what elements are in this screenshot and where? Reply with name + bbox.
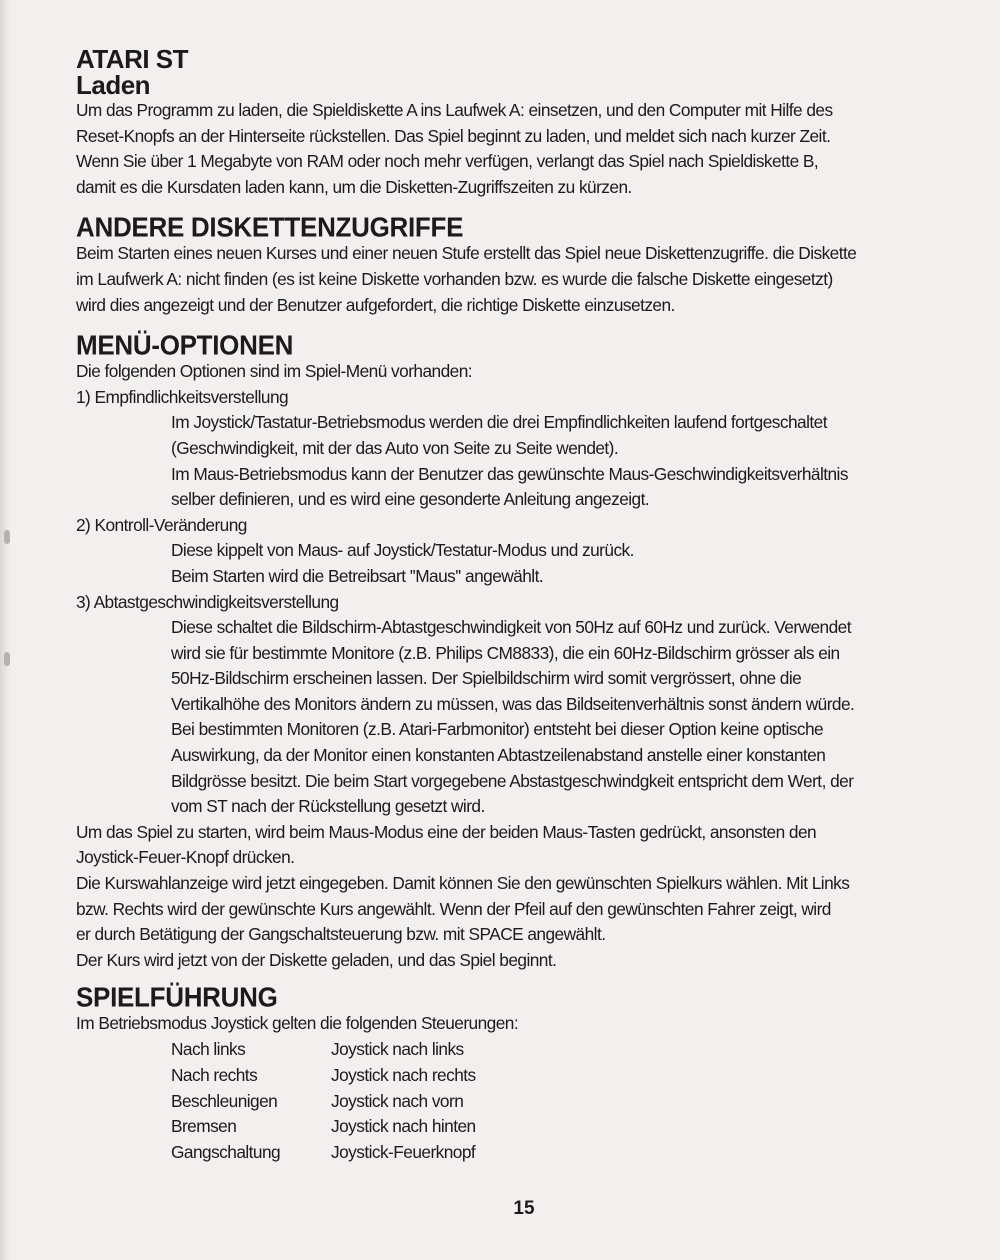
text-line: Diese kippelt von Maus- auf Joystick/Testatur-Modus und zurück. xyxy=(171,540,634,561)
page-edge-mark xyxy=(4,530,10,544)
control-action: Gangschaltung xyxy=(171,1142,281,1163)
text-line: im Laufwerk A: nicht finden (es ist keine Diskette vorhanden bzw. es wurde die falsche Diskette eingesetzt) xyxy=(76,268,833,289)
text-line: Reset-Knopfs an der Hinterseite rückstellen. Das Spiel beginnt zu laden, und meldet sich nach kurzer Zeit. xyxy=(76,125,831,146)
text-line: wird sie für bestimmte Monitore (z.B. Philips CM8833), die ein 60Hz-Bildschirm grösser als ein xyxy=(171,642,840,663)
text-line: Um das Spiel zu starten, wird beim Maus-Modus eine der beiden Maus-Tasten gedrückt, ansonsten den xyxy=(76,821,817,842)
text-line: Auswirkung, da der Monitor einen konstanten Abtastzeilenabstand anstelle einer konstanten xyxy=(171,745,826,766)
text-line: Wenn Sie über 1 Megabyte von RAM oder noch mehr verfügen, verlangt das Spiel nach Spieldiskette B, xyxy=(76,151,819,172)
text-line: (Geschwindigkeit, mit der das Auto von Seite zu Seite wendet). xyxy=(171,437,619,458)
text-line: damit es die Kursdaten laden kann, um die Disketten-Zugriffszeiten zu kürzen. xyxy=(76,176,632,197)
control-input: Joystick nach rechts xyxy=(331,1064,476,1085)
text-line: Diese schaltet die Bildschirm-Abtastgeschwindigkeit von 50Hz auf 60Hz und zurück. Verwendet xyxy=(171,617,851,638)
option-1-body xyxy=(171,410,972,512)
table-row xyxy=(171,1114,476,1140)
text-line: Beim Starten wird die Betreibsart ''Maus'' angewählt. xyxy=(171,565,544,586)
disk-access-heading: ANDERE DISKETTENZUGRIFFE xyxy=(76,211,464,244)
text-line: Bei bestimmten Monitoren (z.B. Atari-Farbmonitor) entsteht bei dieser Option keine optische xyxy=(171,719,824,740)
text-line: Der Kurs wird jetzt von der Diskette geladen, und das Spiel beginnt. xyxy=(76,949,557,970)
table-row xyxy=(171,1063,476,1089)
table-row xyxy=(171,1140,476,1166)
text-line: Vertikalhöhe des Monitors ändern zu müssen, was das Bildseitenverhältnis sonst ändern würde. xyxy=(171,693,855,714)
loading-heading: Laden xyxy=(76,70,151,100)
option-2-title: 2) Kontroll-Veränderung xyxy=(76,514,247,535)
gameplay-intro: Im Betriebsmodus Joystick gelten die folgenden Steuerungen: xyxy=(76,1013,519,1034)
control-input: Joystick nach vorn xyxy=(331,1090,464,1111)
text-line: Im Maus-Betriebsmodus kann der Benutzer das gewünschte Maus-Geschwindigkeitsverhältnis xyxy=(171,463,848,484)
table-row xyxy=(171,1089,476,1115)
text-line: Beim Starten eines neuen Kurses und einer neuen Stufe erstellt das Spiel neue Diskettenzugriffe. die Diskette xyxy=(76,243,857,264)
text-line: Bildgrösse besitzt. Die beim Start vorgegebene Abstastgeschwindgkeit entspricht dem Wert, der xyxy=(171,770,854,791)
table-row xyxy=(171,1037,476,1063)
option-1-title: 1) Empfindlichkeitsverstellung xyxy=(76,386,289,407)
text-line: er durch Betätigung der Gangschaltsteuerung bzw. mit SPACE angewählt. xyxy=(76,924,606,945)
control-action: Nach links xyxy=(171,1039,246,1059)
option-3-title: 3) Abtastgeschwindigkeitsverstellung xyxy=(76,591,339,612)
option-2-body xyxy=(171,538,972,589)
text-line: Im Joystick/Tastatur-Betriebsmodus werden die drei Empfindlichkeiten laufend fortgeschaltet xyxy=(171,412,827,433)
control-action: Nach rechts xyxy=(171,1064,258,1085)
text-line: Um das Programm zu laden, die Spieldiskette A ins Laufwek A: einsetzen, und den Computer mit Hilfe des xyxy=(76,100,833,120)
menu-options-heading: MENÜ-OPTIONEN xyxy=(76,329,294,361)
menu-intro: Die folgenden Optionen sind im Spiel-Menü vorhanden: xyxy=(76,361,473,382)
disk-access-paragraph xyxy=(76,241,972,318)
control-input: Joystick nach hinten xyxy=(331,1116,476,1137)
start-instructions xyxy=(76,820,972,974)
control-action: Bremsen xyxy=(171,1116,237,1137)
option-3-body xyxy=(171,615,972,820)
text-line: selber definieren, und es wird eine gesonderte Anleitung angezeigt. xyxy=(171,489,650,510)
control-input: Joystick-Feuerknopf xyxy=(331,1142,476,1163)
text-line: 50Hz-Bildschirm erscheinen lassen. Der Spielbildschirm wird somit vergrössert, ohne die xyxy=(171,668,802,689)
page-edge-mark xyxy=(4,652,10,666)
text-line: Joystick-Feuer-Knopf drücken. xyxy=(76,847,295,868)
text-line: Die Kurswahlanzeige wird jetzt eingegeben. Damit können Sie den gewünschten Spielkurs wählen. Mit Links xyxy=(76,873,850,894)
control-input: Joystick nach links xyxy=(331,1039,464,1059)
gameplay-heading: SPIELFÜHRUNG xyxy=(76,981,278,1014)
page-number: 15 xyxy=(513,1198,535,1219)
loading-paragraph xyxy=(76,98,972,200)
control-action: Beschleunigen xyxy=(171,1090,278,1111)
text-line: bzw. Rechts wird der gewünschte Kurs angewählt. Wenn der Pfeil auf den gewünschten Fahrer zeigt, wird xyxy=(76,898,831,919)
text-line: vom ST nach der Rückstellung gesetzt wird. xyxy=(171,796,485,817)
text-line: wird dies angezeigt und der Benutzer aufgefordert, die richtige Diskette einzusetzen. xyxy=(76,294,675,315)
controls-table xyxy=(171,1037,476,1166)
platform-title: ATARI ST xyxy=(76,44,189,74)
